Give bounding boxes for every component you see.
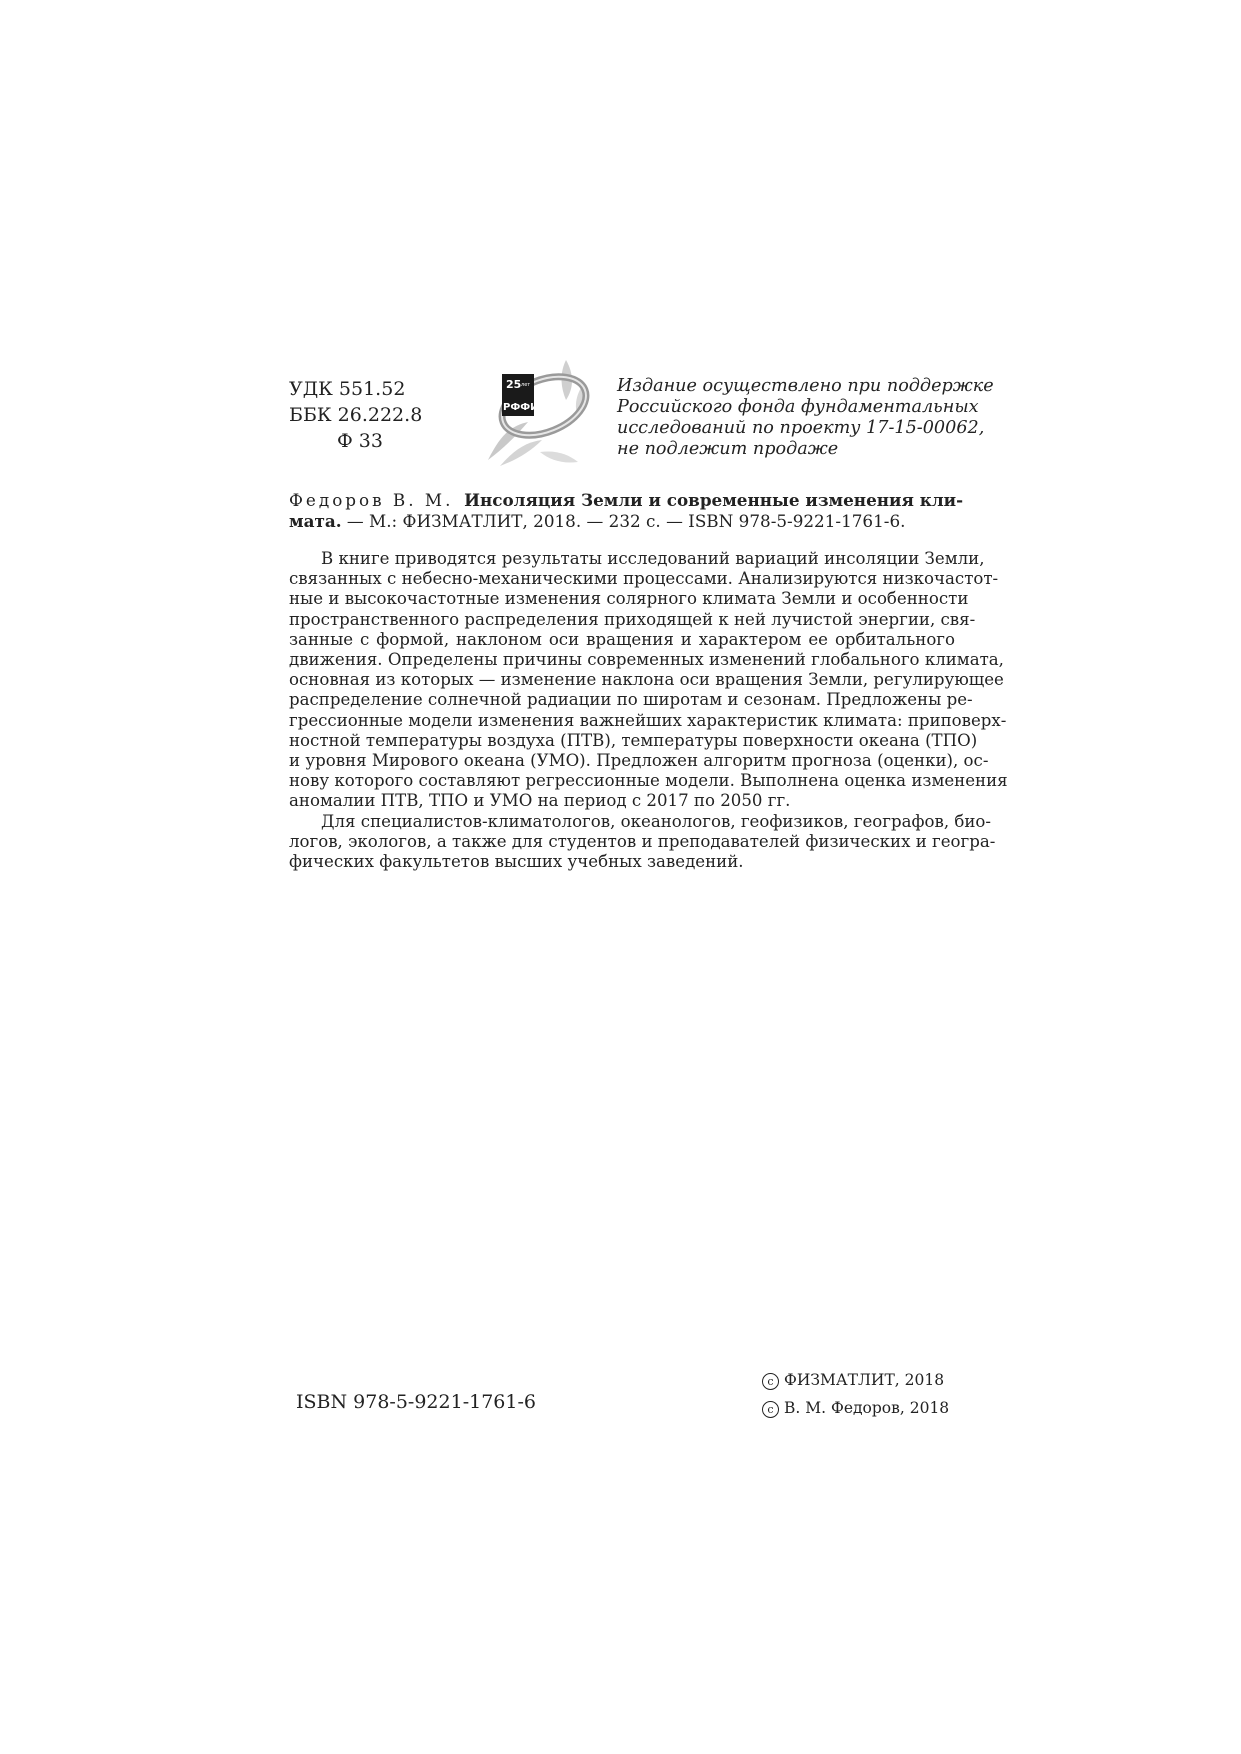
book-title-part1: Инсоляция Земли и современные изменения кли- [464, 490, 964, 510]
support-note-line: исследований по проекту 17-15-00062, [617, 418, 985, 438]
abstract-line: пространственного распределения приходящей к ней лучистой энергии, свя- [289, 609, 976, 629]
logo-badge-number: 25 [506, 378, 522, 391]
abstract-line: связанных с небесно-механическими процессами. Анализируются низкочастот- [289, 569, 999, 589]
author-mark: Ф 33 [337, 430, 383, 452]
author-name: Федоров В. М. [289, 490, 454, 510]
rfbr-logo-graphic [470, 356, 600, 468]
isbn: ISBN 978-5-9221-1761-6 [296, 1391, 536, 1413]
abstract [289, 549, 1008, 872]
copyright-icon: c [762, 1373, 779, 1390]
support-note [617, 376, 994, 460]
copyright-publisher-line [762, 1366, 949, 1394]
abstract-line: В книге приводятся результаты исследований вариаций инсоляции Земли, [321, 549, 985, 568]
imprint: — М.: ФИЗМАТЛИТ, 2018. — 232 с. — ISBN 978-5-9221-1761-6. [346, 511, 906, 531]
copyright-author-line [762, 1394, 949, 1422]
logo-name: РФФИ [503, 402, 539, 413]
classification-block [289, 376, 422, 454]
abstract-line: логов, экологов, а также для студентов и преподавателей физических и геогра- [289, 831, 996, 851]
abstract-line: распределение солнечной радиации по широтам и сезонам. Предложены ре- [289, 690, 973, 710]
copyright-publisher: ФИЗМАТЛИТ, 2018 [784, 1371, 945, 1389]
udk-code: УДК 551.52 [289, 378, 406, 400]
abstract-line: движения. Определены причины современных изменений глобального климата, [289, 650, 1004, 670]
abstract-line: и уровня Мирового океана (УМО). Предложен алгоритм прогноза (оценки), ос- [289, 751, 989, 771]
support-note-line: не подлежит продаже [617, 439, 839, 459]
abstract-line: аномалии ПТВ, ТПО и УМО на период с 2017 по 2050 гг. [289, 791, 791, 811]
biblio-line-1 [289, 490, 964, 511]
abstract-line: нову которого составляют регрессионные модели. Выполнена оценка изменения [289, 771, 1008, 791]
rfbr-logo [470, 356, 600, 468]
bibliographic-record [289, 490, 964, 532]
book-title-part2: мата. [289, 511, 342, 531]
abstract-line: фических факультетов высших учебных заведений. [289, 852, 744, 872]
logo-badge-subtext: лет [521, 382, 531, 388]
copyright-icon: c [762, 1401, 779, 1418]
copyright-author: В. М. Федоров, 2018 [784, 1399, 950, 1417]
abstract-line: ностной температуры воздуха (ПТВ), температуры поверхности океана (ТПО) [289, 730, 978, 750]
abstract-line: занные с формой, наклоном оси вращения и характером ее орбитального [289, 629, 955, 649]
abstract-line: Для специалистов-климатологов, океанологов, геофизиков, географов, био- [321, 811, 992, 831]
abstract-line: грессионные модели изменения важнейших характеристик климата: приповерх- [289, 710, 1007, 730]
abstract-line: основная из которых — изменение наклона оси вращения Земли, регулирующее [289, 670, 1004, 690]
bbk-code: ББК 26.222.8 [289, 404, 423, 426]
abstract-line: ные и высокочастотные изменения солярного климата Земли и особенности [289, 589, 969, 609]
biblio-line-2 [289, 511, 955, 532]
copyright-block [762, 1366, 949, 1422]
support-note-line: Издание осуществлено при поддержке [617, 376, 994, 396]
support-note-line: Российского фонда фундаментальных [617, 397, 979, 417]
